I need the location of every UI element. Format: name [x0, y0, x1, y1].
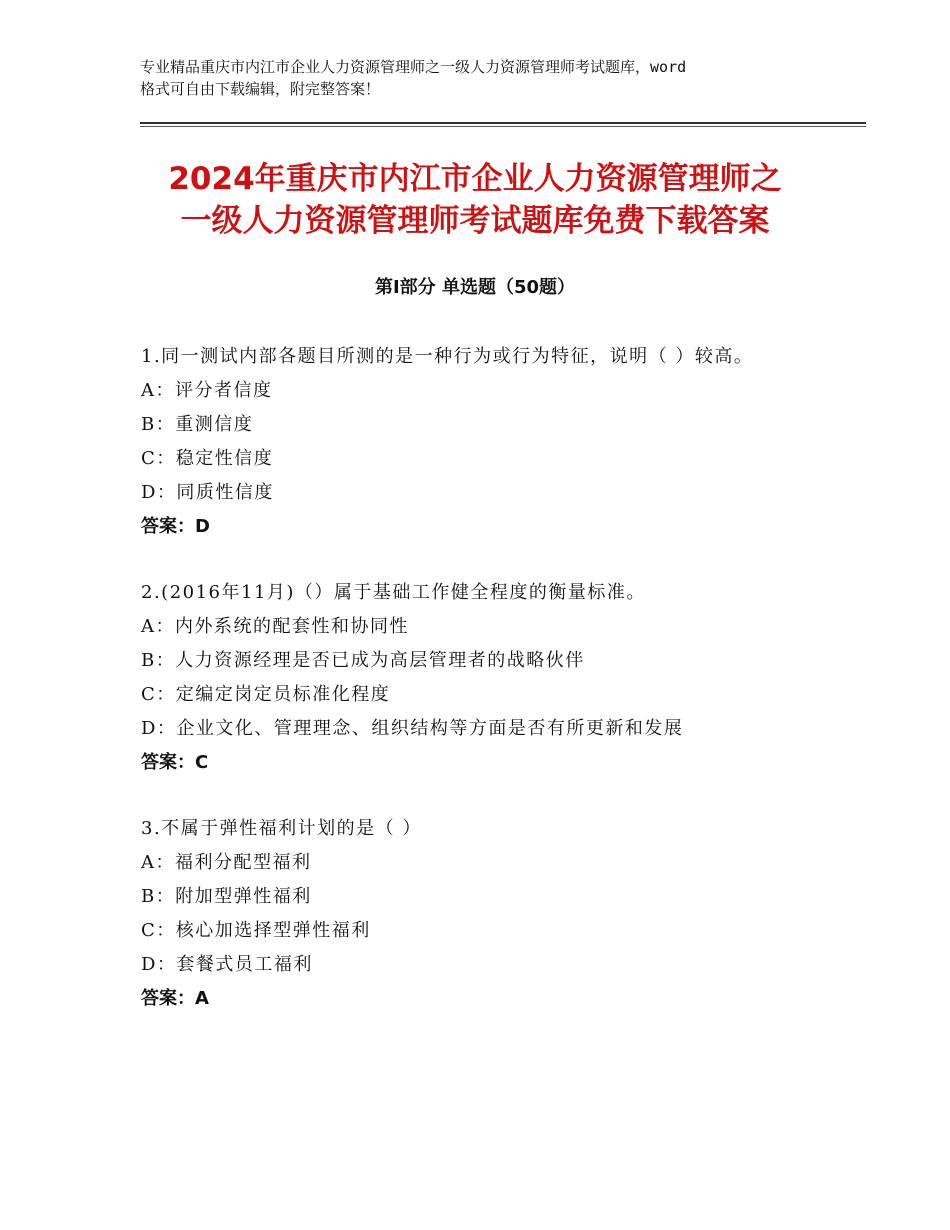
question-stem: 3.不属于弹性福利计划的是（ ）	[141, 818, 422, 839]
question-option-d: D：企业文化、管理理念、组织结构等方面是否有所更新和发展	[141, 718, 684, 739]
section-heading: 第Ⅰ部分 单选题（50题）	[374, 277, 575, 298]
document-title-line-2: 一级人力资源管理师考试题库免费下载答案	[180, 203, 770, 239]
question-option-b: B：重测信度	[141, 414, 254, 435]
question-option-c: C：定编定岗定员标准化程度	[141, 684, 391, 705]
question-2	[141, 576, 801, 780]
question-option-d: D：同质性信度	[141, 482, 274, 503]
question-list	[141, 340, 801, 1048]
question-option-c: C：核心加选择型弹性福利	[141, 920, 371, 941]
header-note	[140, 56, 840, 100]
question-1	[141, 340, 801, 544]
header-note-line-2: 格式可自由下载编辑，附完整答案！	[140, 80, 381, 98]
question-option-d: D：套餐式员工福利	[141, 954, 313, 975]
question-option-b: B：附加型弹性福利	[141, 886, 312, 907]
question-answer: 答案：A	[141, 988, 209, 1009]
document-title-line-1: 2024年重庆市内江市企业人力资源管理师之	[168, 161, 782, 197]
question-answer: 答案：D	[141, 516, 210, 537]
header-divider-thick	[140, 122, 866, 124]
question-stem: 2.(2016年11月)（）属于基础工作健全程度的衡量标准。	[141, 582, 646, 603]
question-answer: 答案：C	[141, 752, 209, 773]
question-option-a: A：评分者信度	[141, 380, 273, 401]
header-note-line-1: 专业精品重庆市内江市企业人力资源管理师之一级人力资源管理师考试题库，word	[140, 58, 687, 76]
question-stem: 1.同一测试内部各题目所测的是一种行为或行为特征，说明（ ）较高。	[141, 346, 754, 367]
header-divider-thin	[140, 126, 866, 127]
question-option-c: C：稳定性信度	[141, 448, 274, 469]
question-option-a: A：内外系统的配套性和协同性	[141, 616, 409, 637]
question-option-b: B：人力资源经理是否已成为高层管理者的战略伙伴	[141, 650, 585, 671]
document-title	[100, 158, 850, 242]
question-3	[141, 812, 801, 1016]
question-option-a: A：福利分配型福利	[141, 852, 312, 873]
